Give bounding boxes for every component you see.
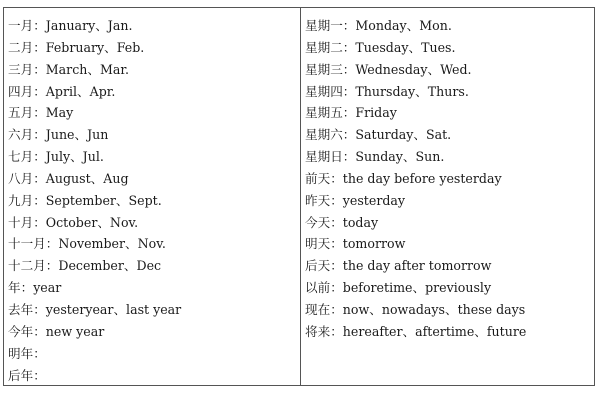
table-row: 七月：July、Jul. [8,149,104,165]
table-row: 星期四：Thursday、Thurs. [305,83,469,99]
table-row: 昨天：yesterday [305,192,406,208]
table-row: 五月：May [8,105,74,121]
table-row: 三月：March、Mar. [8,61,130,77]
weekdays-and-days-column [301,8,594,385]
vocabulary-table [3,7,595,386]
table-row: 四月：April、Apr. [8,83,116,99]
table-row: 明天：tomorrow [305,236,406,252]
table-row: 前天：the day before yesterday [305,170,502,186]
table-row: 去年：yesteryear、last year [8,301,182,317]
table-row: 以前：beforetime、previously [305,280,492,296]
table-row: 二月：February、Feb. [8,39,145,55]
table-row: 今天：today [305,214,379,230]
table-row: 十二月：December、Dec [8,258,162,274]
table-row: 后年： [8,367,46,383]
table-row: 星期五：Friday [305,105,397,121]
months-and-years-column [4,8,301,385]
table-row: 星期日：Sunday、Sun. [305,149,445,165]
table-row: 十月：October、Nov. [8,214,139,230]
table-row: 星期三：Wednesday、Wed. [305,61,472,77]
table-row: 今年：new year [8,323,105,339]
table-row: 一月：January、Jan. [8,18,133,33]
table-row: 年：year [8,280,62,296]
table-row: 十一月：November、Nov. [8,236,166,252]
table-row: 九月：September、Sept. [8,192,162,208]
table-row: 星期六：Saturday、Sat. [305,127,452,143]
table-row: 将来：hereafter、aftertime、future [305,323,527,339]
table-row: 明年： [8,345,46,361]
table-row: 星期一：Monday、Mon. [305,18,452,33]
table-row: 星期二：Tuesday、Tues. [305,39,456,55]
table-row: 后天：the day after tomorrow [305,258,492,274]
table-row: 六月：June、Jun [8,127,109,143]
table-row: 现在：now、nowadays、these days [305,301,526,317]
table-row: 八月：August、Aug [8,170,129,186]
